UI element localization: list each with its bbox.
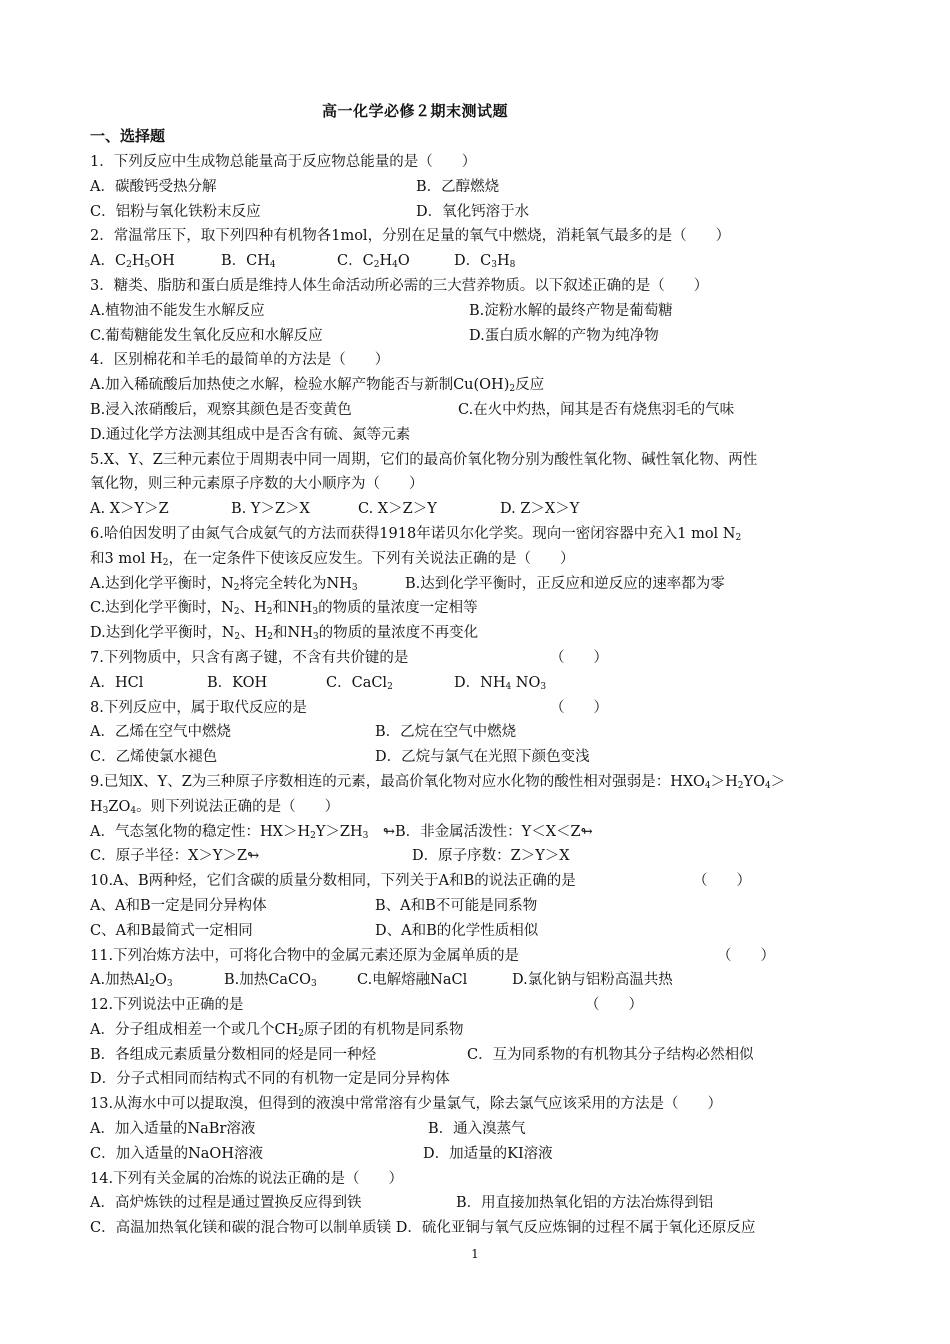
line-segment: D.蛋白质水解的产物为纯净物 <box>469 327 659 344</box>
line-segment: 12.下列说法中正确的是 <box>90 997 244 1014</box>
line-segment: C.在火中灼热，闻其是否有烧焦羽毛的气味 <box>458 401 735 418</box>
line-segment: （ ） <box>550 649 608 666</box>
text-line <box>90 671 870 696</box>
text-line: D.通过化学方法测其组成中是否含有硫、氮等元素 <box>90 426 411 443</box>
line-segment: D．乙烷与氯气在光照下颜色变浅 <box>375 749 590 766</box>
line-segment: B．乙烷在空气中燃烧 <box>375 724 517 741</box>
line-segment: B．用直接加热氧化铝的方法冶炼得到铝 <box>456 1195 714 1212</box>
page-title: 高一化学必修２期末测试题 <box>321 102 508 120</box>
line-segment: D．加适量的KI溶液 <box>423 1145 553 1162</box>
text-line <box>90 299 870 324</box>
line-segment: C、A和B最简式一定相同 <box>90 922 253 939</box>
line-segment: B．$CH_4$ <box>221 253 276 271</box>
line-segment: A、A和B一定是同分异构体 <box>90 897 267 914</box>
text-line: 4．区别棉花和羊毛的最简单的方法是（ ） <box>90 352 390 369</box>
text-line: A．气态氢化物的稳定性：$HX>H_2Y>ZH_3$ ↬B．非金属活泼性：Y＜X＜Z↬ <box>90 823 593 841</box>
text-line: 1．下列反应中生成物总能量高于反应物总能量的是（ ） <box>90 154 477 170</box>
text-line <box>90 1191 870 1216</box>
line-segment: D．$NH_4$ $NO_3$ <box>454 674 547 692</box>
text-line <box>90 1043 870 1068</box>
text-line <box>90 919 870 944</box>
line-segment: B. Y＞Z＞X <box>231 501 310 518</box>
text-line: $H_3ZO_4$。则下列说法正确的是（ ） <box>90 798 340 816</box>
line-segment: D．原子序数：Z＞Y＞X <box>412 848 570 865</box>
text-line <box>90 894 870 919</box>
text-line <box>90 968 870 993</box>
line-segment: B．KOH <box>207 674 268 691</box>
text-line <box>90 1142 870 1167</box>
text-line: 2．常温常压下，取下列四种有机物各1mol，分别在足量的氧气中燃烧，消耗氧气最多的是（ ） <box>90 228 731 245</box>
text-line: 5.X、Y、Z三种元素位于周期表中同一周期，它们的最高价氧化物分别为酸性氧化物、碱性氧化物、两性 <box>90 451 758 468</box>
line-segment: A.加热$Al_2O_3$ <box>90 972 173 990</box>
line-segment: A．乙烯在空气中燃烧 <box>90 724 231 741</box>
line-segment: B．通入溴蒸气 <box>428 1121 526 1138</box>
line-segment: A.植物油不能发生水解反应 <box>90 302 265 319</box>
line-segment: C．互为同系物的有机物其分子结构必然相似 <box>467 1046 754 1063</box>
text-line <box>90 720 870 745</box>
text-line <box>90 745 870 770</box>
text-line <box>90 1117 870 1142</box>
line-segment: D. Z＞X＞Y <box>500 501 580 518</box>
text-line <box>90 944 870 969</box>
line-segment: B、A和B不可能是同系物 <box>375 897 538 914</box>
line-segment: C. X＞Z＞Y <box>358 501 437 518</box>
line-segment: （ ） <box>550 699 608 716</box>
line-segment: C．CaCl$_2$ <box>326 674 393 692</box>
line-segment: D.氯化钠与铝粉高温共热 <box>512 972 673 989</box>
text-line: 氧化物，则三种元素原子序数的大小顺序为（ ） <box>90 476 424 493</box>
line-segment: B.淀粉水解的最终产物是葡萄糖 <box>469 302 673 319</box>
line-segment: D．氧化钙溶于水 <box>416 203 530 220</box>
line-segment: 7.下列物质中，只含有离子键，不含有共价键的是 <box>90 649 409 666</box>
question-list <box>90 150 870 1241</box>
line-segment: C.电解熔融NaCl <box>357 972 468 989</box>
line-segment: C.葡萄糖能发生氧化反应和水解反应 <box>90 327 323 344</box>
line-segment: A．$C_2H_5OH$ <box>90 253 175 271</box>
line-segment: B．乙醇燃烧 <box>416 178 500 195</box>
line-segment: 11.下列冶炼方法中，可将化合物中的金属元素还原为金属单质的是 <box>90 947 520 964</box>
line-segment: B.加热CaCO$_3$ <box>224 972 317 990</box>
text-line <box>90 696 870 721</box>
line-segment: C．铝粉与氧化铁粉末反应 <box>90 203 261 220</box>
text-line: 14.下列有关金属的冶炼的说法正确的是（ ） <box>90 1170 404 1187</box>
text-line: A．分子组成相差一个或几个$CH_2$原子团的有机物是同系物 <box>90 1021 464 1039</box>
line-segment: 8.下列反应中，属于取代反应的是 <box>90 699 307 716</box>
text-line: D．分子式相同而结构式不同的有机物一定是同分异构体 <box>90 1071 450 1088</box>
text-line: C．高温加热氧化镁和碳的混合物可以制单质镁 D．硫化亚铜与氧气反应炼铜的过程不属于氧化还原反应 <box>90 1220 756 1237</box>
line-segment: B.浸入浓硝酸后，观察其颜色是否变黄色 <box>90 401 352 418</box>
line-segment: D、A和B的化学性质相似 <box>375 922 539 939</box>
line-segment: A.达到化学平衡时，$N_2$将完全转化为$NH_3$ <box>90 575 358 593</box>
text-line <box>90 844 870 869</box>
text-line <box>90 200 870 225</box>
line-segment: 10.A、B两种烃，它们含碳的质量分数相同，下列关于A和B的说法正确的是 <box>90 873 576 890</box>
text-line <box>90 993 870 1018</box>
section-heading: 一、选择题 <box>90 127 166 145</box>
text-line: 6.哈伯因发明了由氮气合成氨气的方法而获得1918年诺贝尔化学奖。现向一密闭容器中充入1 mol $N_2$ <box>90 525 742 543</box>
text-line: D.达到化学平衡时，$N_2$、$H_2$和$NH_3$的物质的量浓度不再变化 <box>90 625 479 643</box>
text-line: 13.从海水中可以提取溴，但得到的液溴中常常溶有少量氯气，除去氯气应该采用的方法是（ ） <box>90 1096 723 1113</box>
text-line: 和3 mol $H_2$，在一定条件下使该反应发生。下列有关说法正确的是（ ） <box>90 550 575 568</box>
text-line <box>90 398 870 423</box>
text-line <box>90 249 870 274</box>
page-number: 1 <box>471 1247 479 1261</box>
text-line <box>90 572 870 597</box>
text-line <box>90 324 870 349</box>
line-segment: A．高炉炼铁的过程是通过置换反应得到铁 <box>90 1195 362 1212</box>
text-line <box>90 646 870 671</box>
line-segment: （ ） <box>693 873 751 890</box>
line-segment: D．$C_3H_8$ <box>454 253 516 271</box>
line-segment: B．各组成元素质量分数相同的烃是同一种烃 <box>90 1046 377 1063</box>
line-segment: （ ） <box>717 947 775 964</box>
text-line: 3．糖类、脂肪和蛋白质是维持人体生命活动所必需的三大营养物质。以下叙述正确的是（ ） <box>90 277 709 294</box>
line-segment: C．$C_2H_4O$ <box>337 253 410 271</box>
line-segment: C．加入适量的NaOH溶液 <box>90 1145 263 1162</box>
text-line: C.达到化学平衡时，$N_2$、$H_2$和$NH_3$的物质的量浓度一定相等 <box>90 600 478 618</box>
text-line <box>90 869 870 894</box>
line-segment: （ ） <box>585 997 643 1014</box>
line-segment: A．碳酸钙受热分解 <box>90 178 217 195</box>
line-segment: C．乙烯使氯水褪色 <box>90 749 218 766</box>
text-line <box>90 175 870 200</box>
line-segment: C．原子半径：X＞Y＞Z↬ <box>90 848 260 865</box>
text-line: 9.已知X、Y、Z为三种原子序数相连的元素，最高价氧化物对应水化物的酸性相对强弱是：$HXO_4>H_2YO_4>$ <box>90 773 786 791</box>
text-line <box>90 497 870 522</box>
line-segment: A．加入适量的NaBr溶液 <box>90 1121 256 1138</box>
line-segment: A. X＞Y＞Z <box>90 501 169 518</box>
line-segment: A．HCl <box>90 674 144 691</box>
line-segment: B.达到化学平衡时，正反应和逆反应的速率都为零 <box>405 575 725 592</box>
text-line: A.加入稀硫酸后加热使之水解，检验水解产物能否与新制$Cu(OH)_2$反应 <box>90 377 545 395</box>
